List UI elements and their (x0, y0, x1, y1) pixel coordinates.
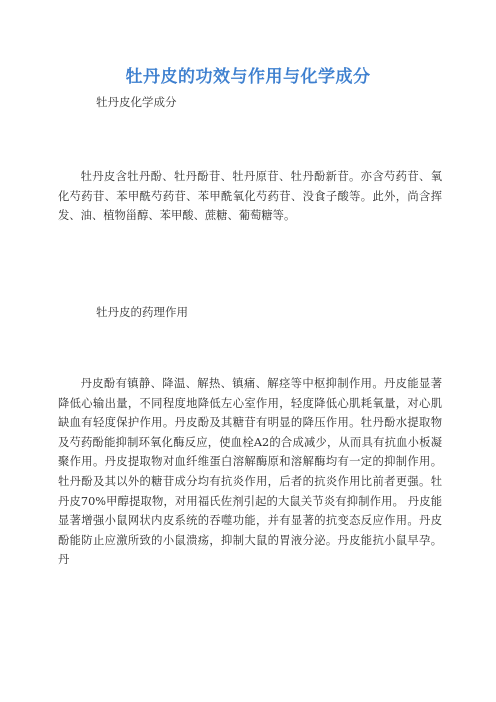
paragraph-pharmacology: 丹皮酚有镇静、降温、解热、镇痛、解痉等中枢抑制作用。丹皮能显著降低心输出量，不同程度地降低左心室作用，轻度降低心肌耗氧量，对心肌缺血有轻度保护作用。丹皮酚及其糖苷有明显的降压作用。牡丹酚水提取物及芍药酚能抑制环氧化酶反应，使血栓A2的合成减少，从而具有抗血小板凝聚作用。丹皮提取物对血纤维蛋白溶解酶原和溶解酶均有一定的抑制作用。牡丹酚及其以外的糖苷成分均有抗炎作用，后者的抗炎作用比前者更强。牡丹皮70%甲醇提取物，对用福氏佐剂引起的大鼠关节炎有抑制作用。 丹皮能显著增强小鼠网状内皮系统的吞噬功能，并有显著的抗变态反应作用。丹皮酚能防止应激所致的小鼠溃疡，抑制大鼠的胃液分泌。丹皮能抗小鼠早孕。丹 (58, 377, 442, 567)
paragraph-chemistry: 牡丹皮含牡丹酚、牡丹酚苷、牡丹原苷、牡丹酚新苷。亦含芍药苷、氧化芍药苷、苯甲酰芍药苷、苯甲酰氧化芍药苷、没食子酸等。此外，尚含挥发、油、植物甾醇、苯甲酸、蔗糖、葡萄糖等。 (58, 170, 442, 223)
section-heading-pharmacology: 牡丹皮的药理作用 (96, 305, 188, 319)
document-title: 牡丹皮的功效与作用与化学成分 (125, 67, 371, 87)
section-heading-chemistry: 牡丹皮化学成分 (96, 95, 177, 109)
